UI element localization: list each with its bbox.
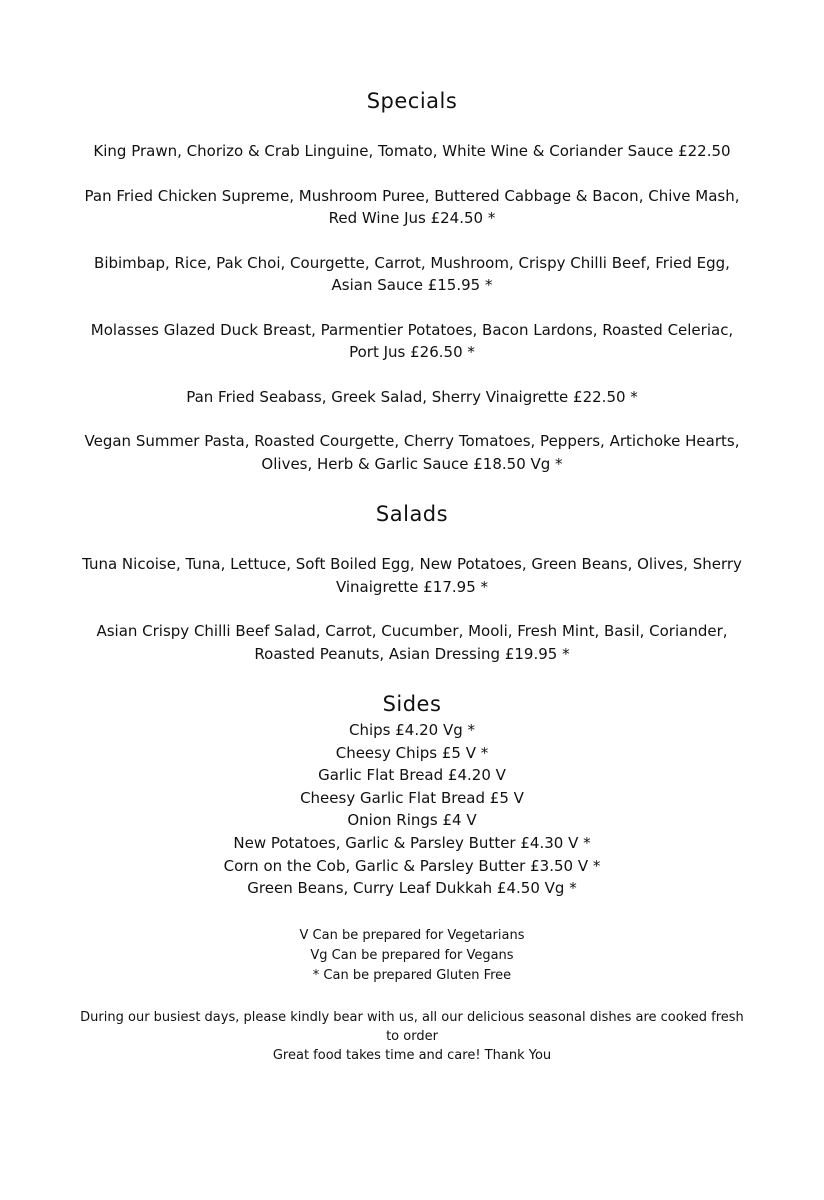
sides-list — [0, 719, 824, 900]
sides-item: Corn on the Cob, Garlic & Parsley Butter £3.50 V * — [223, 856, 601, 875]
sides-item: Cheesy Garlic Flat Bread £5 V — [300, 788, 524, 807]
salads-heading: Salads — [375, 502, 449, 526]
specials-item: King Prawn, Chorizo & Crab Linguine, Tomato, White Wine & Coriander Sauce £22.50 — [93, 142, 731, 160]
specials-item: Molasses Glazed Duck Breast, Parmentier Potatoes, Bacon Lardons, Roasted Celeriac, Port Jus £26.50 * — [90, 320, 734, 361]
sides-heading: Sides — [382, 692, 442, 716]
specials-list — [0, 140, 824, 475]
sides-item: New Potatoes, Garlic & Parsley Butter £4.30 V * — [233, 833, 591, 852]
footer-note — [72, 1008, 752, 1065]
specials-item: Pan Fried Chicken Supreme, Mushroom Puree, Buttered Cabbage & Bacon, Chive Mash, Red Wine Jus £24.50 * — [84, 186, 740, 227]
specials-item: Bibimbap, Rice, Pak Choi, Courgette, Carrot, Mushroom, Crispy Chilli Beef, Fried Egg, Asian Sauce £15.95 * — [94, 253, 730, 294]
dietary-legend — [0, 926, 824, 986]
sides-item: Garlic Flat Bread £4.20 V — [318, 766, 506, 785]
sides-item: Onion Rings £4 V — [347, 811, 477, 830]
salads-item: Asian Crispy Chilli Beef Salad, Carrot, Cucumber, Mooli, Fresh Mint, Basil, Coriander, Roasted Peanuts, Asian Dressing £19.95 * — [96, 622, 728, 663]
salads-list — [0, 553, 824, 665]
footer-thank-you: Great food takes time and care! Thank You — [272, 1047, 552, 1063]
sides-item: Green Beans, Curry Leaf Dukkah £4.50 Vg * — [247, 879, 577, 898]
specials-item: Pan Fried Seabass, Greek Salad, Sherry Vinaigrette £22.50 * — [186, 387, 638, 406]
sides-item: Cheesy Chips £5 V * — [335, 743, 489, 762]
legend-vegetarian: V Can be prepared for Vegetarians — [299, 927, 525, 943]
specials-heading: Specials — [366, 89, 458, 113]
salads-item: Tuna Nicoise, Tuna, Lettuce, Soft Boiled Egg, New Potatoes, Green Beans, Olives, Sherry Vinaigrette £17.95 * — [82, 555, 742, 596]
footer-busy-days-note: During our busiest days, please kindly bear with us, all our delicious seasonal dishes are cooked fresh to order — [80, 1009, 744, 1044]
legend-gluten-free: * Can be prepared Gluten Free — [312, 967, 512, 983]
sides-item: Chips £4.20 Vg * — [348, 721, 475, 739]
specials-item: Vegan Summer Pasta, Roasted Courgette, Cherry Tomatoes, Peppers, Artichoke Hearts, Olives, Herb & Garlic Sauce £18.50 Vg * — [84, 432, 740, 473]
legend-vegan: Vg Can be prepared for Vegans — [310, 947, 514, 963]
